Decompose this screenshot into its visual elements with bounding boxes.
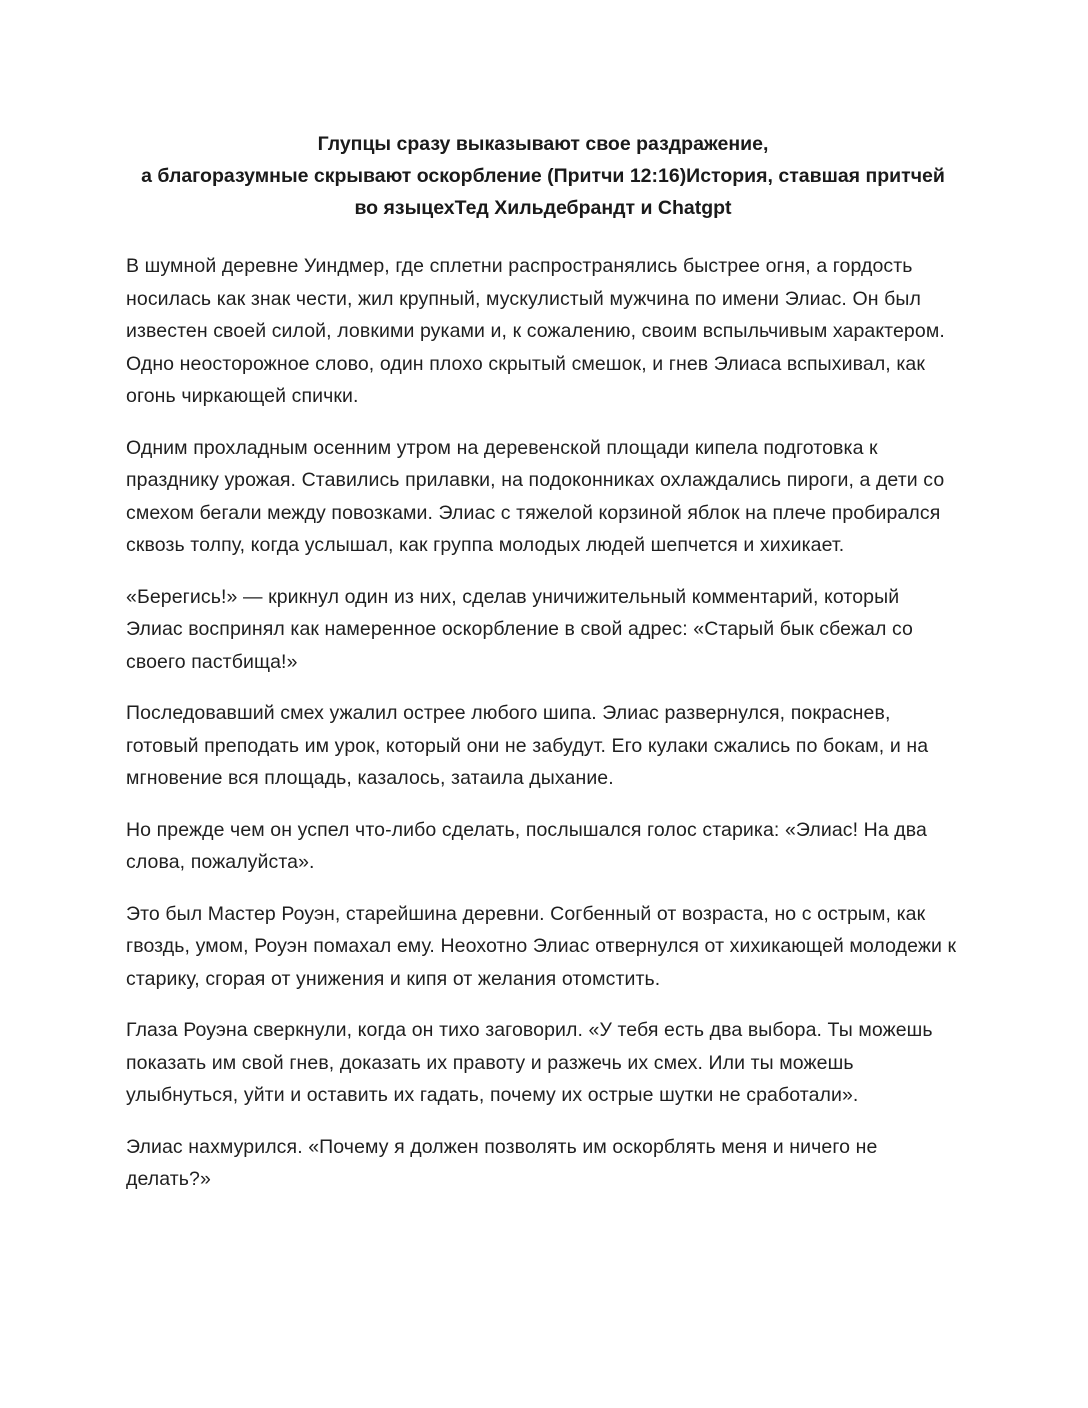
document-title <box>126 128 960 224</box>
paragraph-8: Элиас нахмурился. «Почему я должен позволять им оскорблять меня и ничего не делать?» <box>126 1135 878 1190</box>
paragraph-1: В шумной деревне Уиндмер, где сплетни распространялись быстрее огня, а гордость носилась как знак чести, жил крупный, мускулистый мужчина по имени Элиас. Он был известен своей силой, ловкими руками и, к сожалению, своим вспыльчивым характером. Одно неосторожное слово, один плохо скрытый смешок, и гнев Элиаса вспыхивал, как огонь чиркающей спички. <box>126 255 945 407</box>
paragraph-6: Это был Мастер Роуэн, старейшина деревни. Согбенный от возраста, но с острым, как гвоздь, умом, Роуэн помахал ему. Неохотно Элиас отвернулся от хихикающей молодежи к старику, сгорая от унижения и кипя от желания отомстить. <box>126 902 957 990</box>
document-title-line-2: а благоразумные скрывают оскорбление (Притчи 12:16)История, ставшая притчей <box>141 165 945 187</box>
document-title-line-1: Глупцы сразу выказывают свое раздражение, <box>317 133 769 155</box>
paragraph-3: «Берегись!» — крикнул один из них, сделав уничижительный комментарий, который Элиас воспринял как намеренное оскорбление в свой адрес: «Старый бык сбежал со своего пастбища!» <box>126 585 913 673</box>
document-title-line-3: во языцехТед Хильдебрандт и Chatgpt <box>354 197 732 219</box>
paragraph-5: Но прежде чем он успел что-либо сделать, послышался голос старика: «Элиас! На два слова, пожалуйста». <box>126 818 927 873</box>
paragraph-2: Одним прохладным осенним утром на деревенской площади кипела подготовка к празднику урожая. Ставились прилавки, на подоконниках охлаждались пироги, а дети со смехом бегали между повозками. Элиас с тяжелой корзиной яблок на плече пробирался сквозь толпу, когда услышал, как группа молодых людей шепчется и хихикает. <box>126 436 945 556</box>
paragraph-4: Последовавший смех ужалил острее любого шипа. Элиас развернулся, покраснев, готовый преподать им урок, который они не забудут. Его кулаки сжались по бокам, и на мгновение вся площадь, казалось, затаила дыхание. <box>126 702 929 789</box>
paragraph-7: Глаза Роуэна сверкнули, когда он тихо заговорил. «У тебя есть два выбора. Ты можешь показать им свой гнев, доказать их правоту и разжечь их смех. Или ты можешь улыбнуться, уйти и оставить их гадать, почему их острые шутки не сработали». <box>126 1019 933 1106</box>
document-body <box>126 250 960 1196</box>
